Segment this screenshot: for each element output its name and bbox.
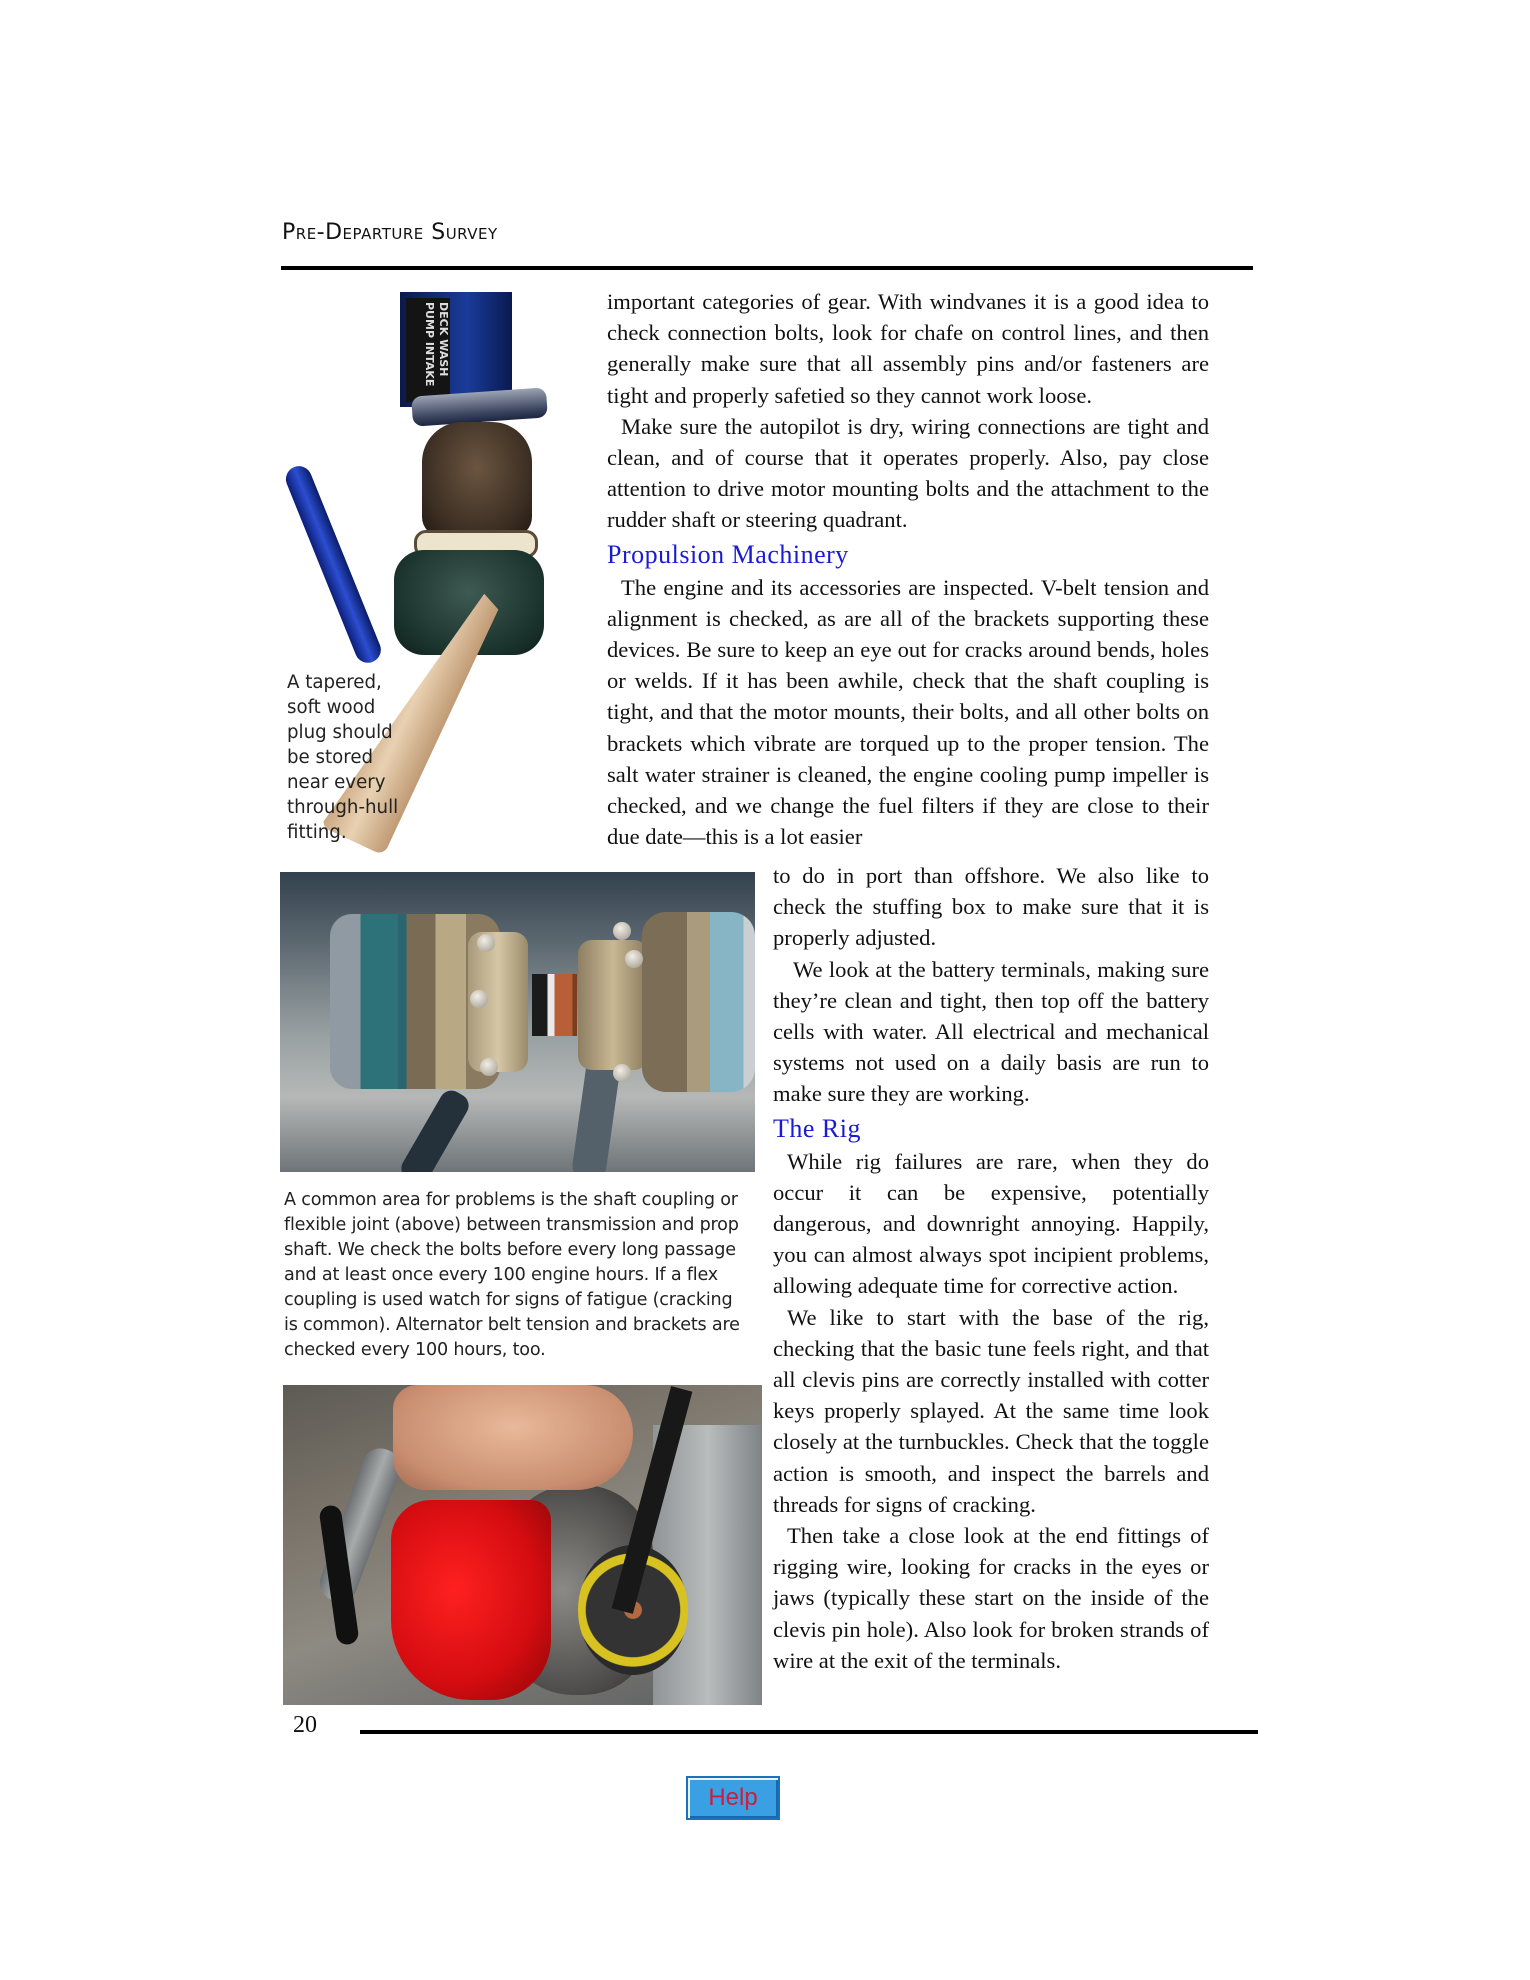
caption-wood-plug: A tapered, soft wood plug should be stored near every through-hull fitting. bbox=[287, 672, 399, 843]
paragraph: to do in port than offshore. We also like to check the stuffing box to make sure that it is properly adjusted. bbox=[773, 863, 1209, 951]
running-head-title: Pre-Departure Survey bbox=[282, 220, 498, 245]
valve-handle bbox=[282, 462, 385, 666]
flex-joint bbox=[532, 974, 577, 1036]
subhead-the-rig: The Rig bbox=[773, 1113, 861, 1143]
bolt bbox=[613, 1064, 631, 1082]
footer-rule bbox=[360, 1730, 1258, 1734]
paragraph: We like to start with the base of the rig, checking that the basic tune feels right, and that all clevis pins are correctly installed with cotter keys properly splayed. At the same time look closely at the turnbuckles. Check that the toggle action is smooth, and inspect the barrels and threads for signs of cracking. bbox=[773, 1304, 1209, 1517]
hose bbox=[397, 1086, 473, 1172]
bolt bbox=[477, 934, 495, 952]
bronze-elbow bbox=[422, 422, 532, 537]
paragraph: important categories of gear. With windvanes it is a good idea to check connection bolts, look for chafe on control lines, and then generally make sure that all assembly pins and/or fasteners are tight and properly safetied so they cannot work loose. bbox=[607, 289, 1209, 408]
paragraph: The engine and its accessories are inspected. V-belt tension and alignment is checked, as are all of the brackets supporting these devices. Be sure to keep an eye out for cracks around bends, holes or welds. If it has been awhile, check that the shaft coupling is tight, and that the motor mounts, their bolts, and all other bolts on brackets which vibrate are torqued up to the proper tension. The salt water strainer is cleaned, the engine cooling pump impeller is checked, and we change the fuel filters if they are close to their due date—this is a lot easier bbox=[607, 574, 1209, 850]
alternator-red-cover bbox=[391, 1500, 551, 1700]
shaft-hub bbox=[642, 912, 755, 1092]
bolt bbox=[480, 1058, 498, 1076]
text-column-b bbox=[773, 860, 1209, 1676]
photo-alternator-belt bbox=[283, 1385, 762, 1705]
caption-shaft-coupling: A common area for problems is the shaft coupling or flexible joint (above) between transmission and prop shaft. We check the bolts before every long passage and at least once every 100 engine hours. If a flex coupling is used watch for signs of fatigue (cracking is common). Alternator belt tension and brackets are checked every 100 hours, too. bbox=[284, 1190, 740, 1360]
hose-label: DECK WASH PUMP INTAKE bbox=[406, 298, 450, 402]
bolt bbox=[625, 950, 643, 968]
bolt bbox=[470, 990, 488, 1008]
paragraph: Then take a close look at the end fittings of rigging wire, looking for cracks in the eyes or jaws (typically these start on the inside of the clevis pin hole). Also look for broken strands of wire at the exit of the terminals. bbox=[773, 1523, 1209, 1673]
photo-shaft-coupling bbox=[280, 872, 755, 1172]
paragraph: We look at the battery terminals, making sure they’re clean and tight, then top off the battery cells with water. All electrical and mechanical systems not used on a daily basis are run to make sure they are working. bbox=[773, 956, 1209, 1107]
paragraph: Make sure the autopilot is dry, wiring connections are tight and clean, and of course that it operates properly. Also, pay close attention to drive motor mounting bolts and the attachment to the rudder shaft or steering quadrant. bbox=[607, 413, 1209, 533]
paragraph: While rig failures are rare, when they do occur it can be expensive, potentially dangerous, and downright annoying. Happily, you can almost always spot incipient problems, allowing adequate time for corrective action. bbox=[773, 1148, 1209, 1299]
help-button[interactable]: Help bbox=[686, 1776, 780, 1820]
subhead-propulsion-machinery: Propulsion Machinery bbox=[607, 539, 849, 569]
hand bbox=[393, 1385, 633, 1490]
text-column-a bbox=[607, 286, 1209, 852]
header-rule bbox=[281, 266, 1253, 270]
bolt bbox=[613, 922, 631, 940]
page-number: 20 bbox=[293, 1712, 317, 1738]
